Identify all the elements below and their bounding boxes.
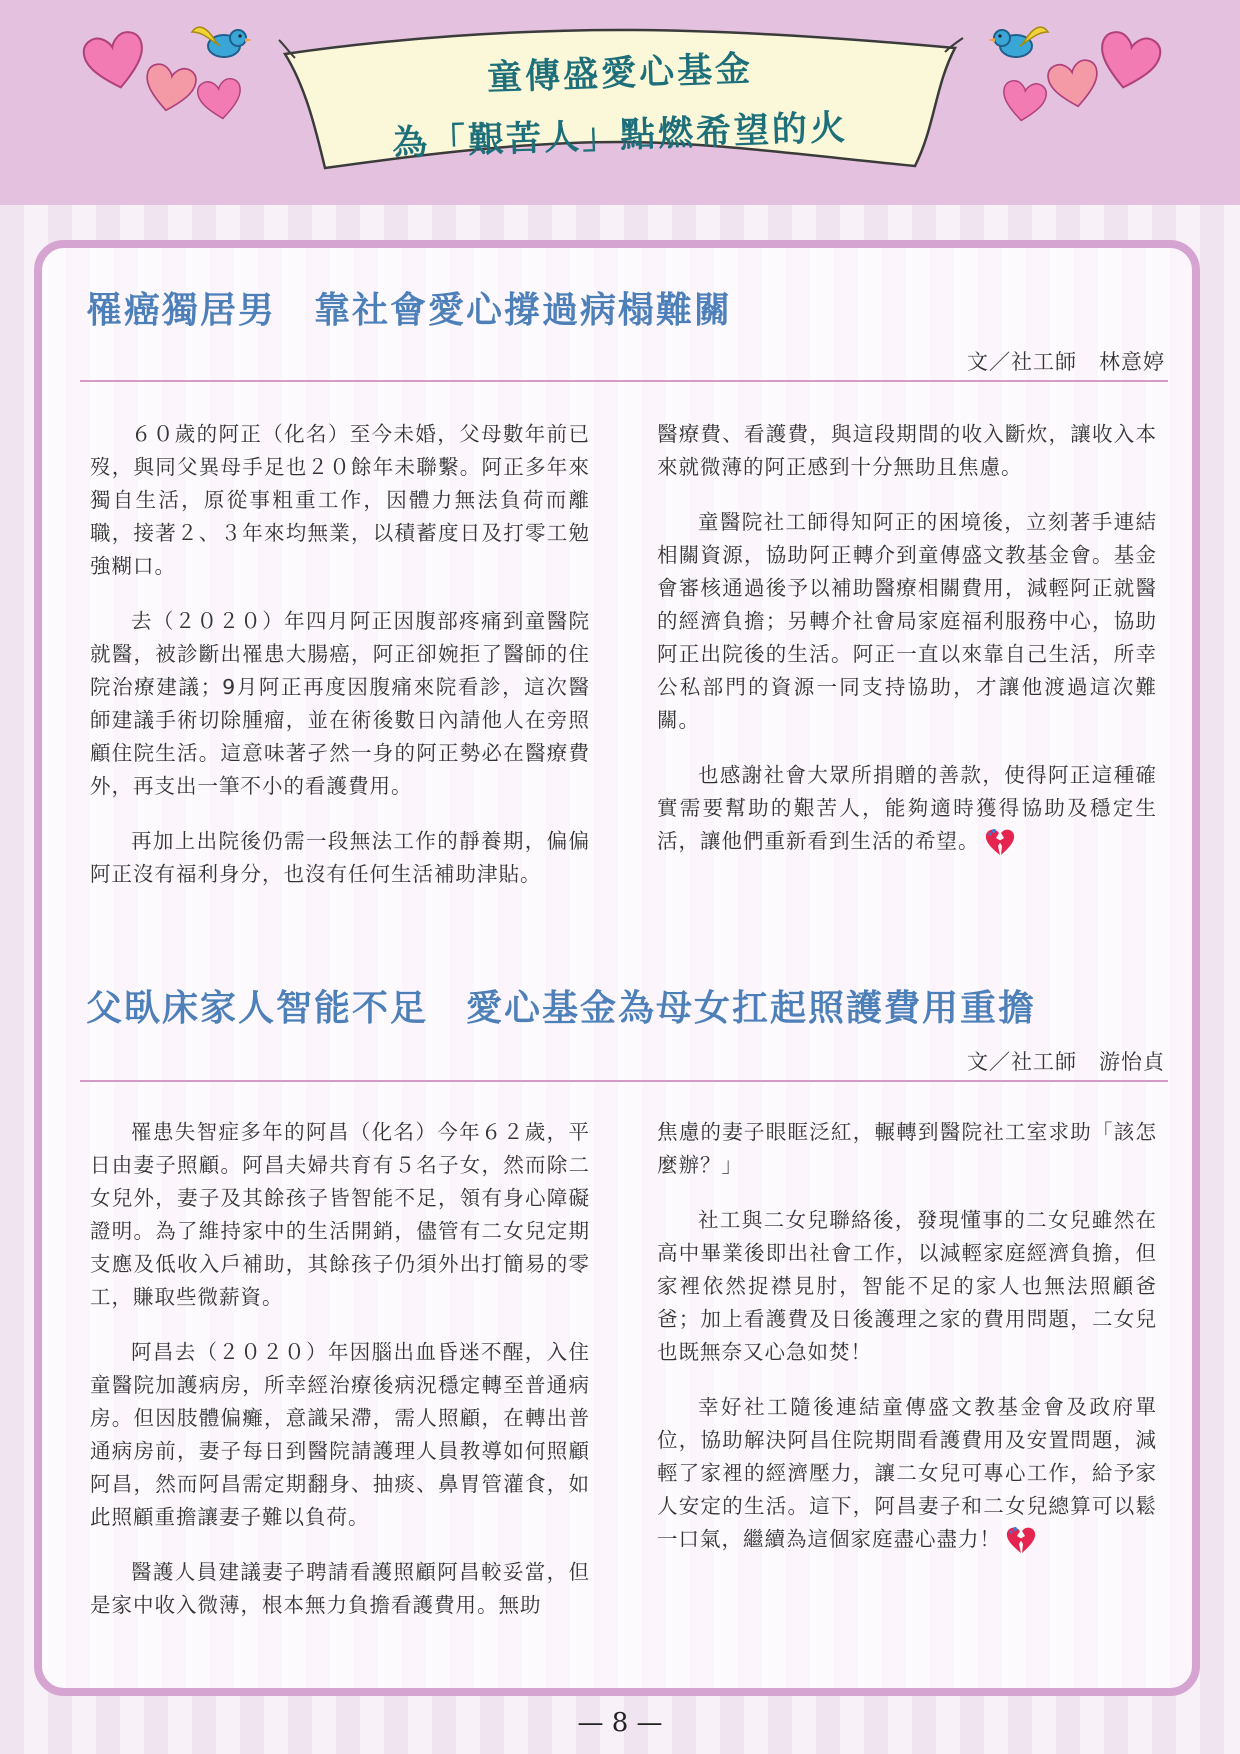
heart-icon [142, 62, 198, 114]
paragraph: 童醫院社工師得知阿正的困境後，立刻著手連結相關資源，協助阿正轉介到童傳盛文教基金會。基金會審核通過後予以補助醫療相關費用，減輕阿正就醫的經濟負擔；另轉介社會局家庭福利服務中心，協助阿正出院後的生活。阿正一直以來靠自己生活，所幸公私部門的資源一同支持協助，才讓他渡過這次難關。 [657, 510, 1157, 732]
paragraph: 再加上出院後仍需一段無法工作的靜養期，偏偏阿正沒有福利身分，也沒有任何生活補助津貼。 [90, 829, 590, 886]
paragraph [657, 759, 1157, 858]
paragraph: 醫護人員建議妻子聘請看護照顧阿昌較妥當，但是家中收入微薄，根本無力負擔看護費用。無助 [90, 1560, 590, 1617]
paragraph [657, 1391, 1157, 1556]
paragraph: 焦慮的妻子眼眶泛紅，輾轉到醫院社工室求助「該怎麼辦？」 [657, 1120, 1157, 1177]
article2-byline: 文／社工師 游怡貞 [967, 1050, 1165, 1074]
paragraph-text: 也感謝社會大眾所捐贈的善款，使得阿正這種確實需要幫助的艱苦人，能夠適時獲得協助及穩定生活，讓他們重新看到生活的希望。 [657, 763, 1157, 853]
paragraph: 去（２０２０）年四月阿正因腹部疼痛到童醫院就醫，被診斷出罹患大腸癌，阿正卻婉拒了醫師的住院治療建議；9月阿正再度因腹痛來院看診，這次醫師建議手術切除腫瘤，並在術後數日內請他人在旁照顧住院生活。這意味著孑然一身的阿正勢必在醫療費外，再支出一筆不小的看護費用。 [90, 609, 590, 798]
heart-icon [82, 30, 148, 92]
broken-heart-icon [1005, 1525, 1037, 1555]
article2-title: 父臥床家人智能不足 愛心基金為母女扛起照護費用重擔 [86, 988, 1037, 1029]
paragraph: 醫療費、看護費，與這段期間的收入斷炊，讓收入本來就微薄的阿正感到十分無助且焦慮。 [657, 422, 1157, 479]
article1-divider [80, 380, 1168, 382]
paragraph: 阿昌去（２０２０）年因腦出血昏迷不醒，入住童醫院加護病房，所幸經治療後病況穩定轉至普通病房。但因肢體偏癱，意識呆滯，需人照顧，在轉出普通病房前，妻子每日到醫院請護理人員教導如何照顧阿昌，然而阿昌需定期翻身、抽痰、鼻胃管灌食，如此照顧重擔讓妻子難以負荷。 [90, 1340, 590, 1529]
heart-icon [1096, 30, 1162, 92]
article1-title: 罹癌獨居男 靠社會愛心撐過病榻難關 [86, 290, 733, 331]
article2-right-column [657, 1116, 1157, 1578]
bird-icon [190, 18, 252, 64]
broken-heart-icon [984, 827, 1016, 857]
paragraph-text: 幸好社工隨後連結童傳盛文教基金會及政府單位，協助解決阿昌住院期間看護費用及安置問題，減輕了家裡的經濟壓力，讓二女兒可專心工作，給予家人安定的生活。這下，阿昌妻子和二女兒總算可以鬆一口氣，繼續為這個家庭盡心盡力！ [657, 1395, 1157, 1551]
article1-left-column [90, 418, 590, 913]
banner-title [275, 40, 965, 164]
article1-right-column [657, 418, 1157, 880]
banner-title-line1: 童傳盛愛心基金 [486, 49, 754, 99]
banner-title-line2: 為「艱苦人」點燃希望的火 [391, 108, 849, 164]
heart-icon [1000, 78, 1048, 124]
article2-left-column [90, 1116, 590, 1644]
article2-divider [80, 1080, 1168, 1082]
paragraph: 社工與二女兒聯絡後，發現懂事的二女兒雖然在高中畢業後即出社會工作，以減輕家庭經濟負擔，但家裡依然捉襟見肘，智能不足的家人也無法照顧爸爸；加上看護費及日後護理之家的費用問題，二女兒也既無奈又心急如焚！ [657, 1208, 1157, 1364]
heart-icon [1046, 58, 1102, 110]
paragraph: 罹患失智症多年的阿昌（化名）今年６２歲，平日由妻子照顧。阿昌夫婦共育有５名子女，然而除二女兒外，妻子及其餘孩子皆智能不足，領有身心障礙證明。為了維持家中的生活開銷，儘管有二女兒定期支應及低收入戶補助，其餘孩子仍須外出打簡易的零工，賺取些微薪資。 [90, 1120, 590, 1309]
article1-byline: 文／社工師 林意婷 [967, 350, 1165, 374]
page-number: — 8 — [577, 1708, 663, 1738]
paragraph: ６０歲的阿正（化名）至今未婚，父母數年前已歿，與同父異母手足也２０餘年未聯繫。阿正多年來獨自生活，原從事粗重工作，因體力無法負荷而離職，接著２、３年來均無業，以積蓄度日及打零工勉強糊口。 [90, 422, 590, 578]
bird-icon [988, 18, 1050, 64]
heart-icon [196, 76, 244, 122]
